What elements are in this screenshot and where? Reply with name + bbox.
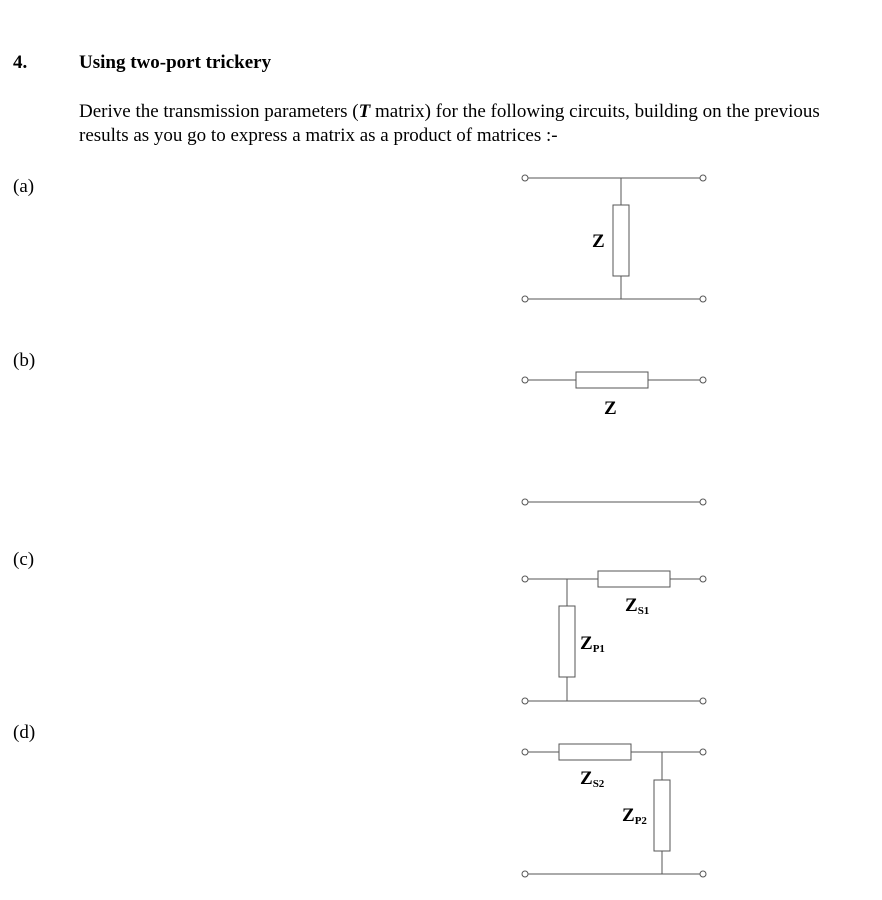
- terminal-a-in-top: [522, 175, 528, 181]
- circuit-c-series-label-main: Z: [625, 595, 638, 616]
- circuit-d-series-label: [580, 768, 605, 790]
- circuit-c-shunt-label-sub: P1: [592, 643, 605, 655]
- circuit-c-series-resistor: [598, 571, 670, 587]
- circuit-a-impedance-label: Z: [592, 231, 605, 252]
- circuit-a-shunt-resistor: [613, 205, 629, 276]
- part-a-label: (a): [13, 176, 35, 197]
- circuit-a: [522, 175, 706, 302]
- circuit-d-series-label-sub: S2: [592, 778, 605, 790]
- circuit-c-shunt-label: [580, 633, 605, 655]
- terminal-d-in-top: [522, 749, 528, 755]
- circuit-d-shunt-label-sub: P2: [634, 815, 647, 827]
- intro-text-before: Derive the transmission parameters (: [79, 101, 359, 122]
- intro-text-after: matrix) for the following circuits, building on the previous results as you go to express a matrix as a product of matrices :-: [79, 101, 820, 146]
- terminal-a-out-bottom: [700, 296, 706, 302]
- terminal-d-out-top: [700, 749, 706, 755]
- terminal-b-out-top: [700, 377, 706, 383]
- question-number: 4.: [13, 52, 28, 73]
- question-title: Using two-port trickery: [79, 52, 272, 73]
- circuit-d: [522, 744, 706, 877]
- circuit-d-shunt-resistor: [654, 780, 670, 851]
- part-b-label: (b): [13, 350, 36, 371]
- terminal-c-out-bottom: [700, 698, 706, 704]
- circuit-b: [522, 372, 706, 505]
- circuit-b-impedance-label: Z: [604, 398, 617, 419]
- terminal-d-out-bottom: [700, 871, 706, 877]
- circuit-d-shunt-label-main: Z: [622, 805, 635, 826]
- terminal-b-in-top: [522, 377, 528, 383]
- terminal-c-out-top: [700, 576, 706, 582]
- terminal-a-out-top: [700, 175, 706, 181]
- terminal-b-out-bottom: [700, 499, 706, 505]
- circuit-d-series-resistor: [559, 744, 631, 760]
- terminal-b-in-bottom: [522, 499, 528, 505]
- circuit-c-shunt-resistor: [559, 606, 575, 677]
- circuit-c-shunt-label-main: Z: [580, 633, 593, 654]
- circuit-b-series-resistor: [576, 372, 648, 388]
- t-matrix-symbol: T: [358, 101, 371, 122]
- circuit-d-shunt-label: [622, 805, 647, 827]
- part-d-label: (d): [13, 722, 36, 743]
- terminal-a-in-bottom: [522, 296, 528, 302]
- circuit-c: [522, 571, 706, 704]
- terminal-c-in-top: [522, 576, 528, 582]
- circuit-d-series-label-main: Z: [580, 768, 593, 789]
- part-c-label: (c): [13, 549, 35, 570]
- terminal-d-in-bottom: [522, 871, 528, 877]
- terminal-c-in-bottom: [522, 698, 528, 704]
- circuit-c-series-label-sub: S1: [637, 605, 650, 617]
- circuit-c-series-label: [625, 595, 649, 617]
